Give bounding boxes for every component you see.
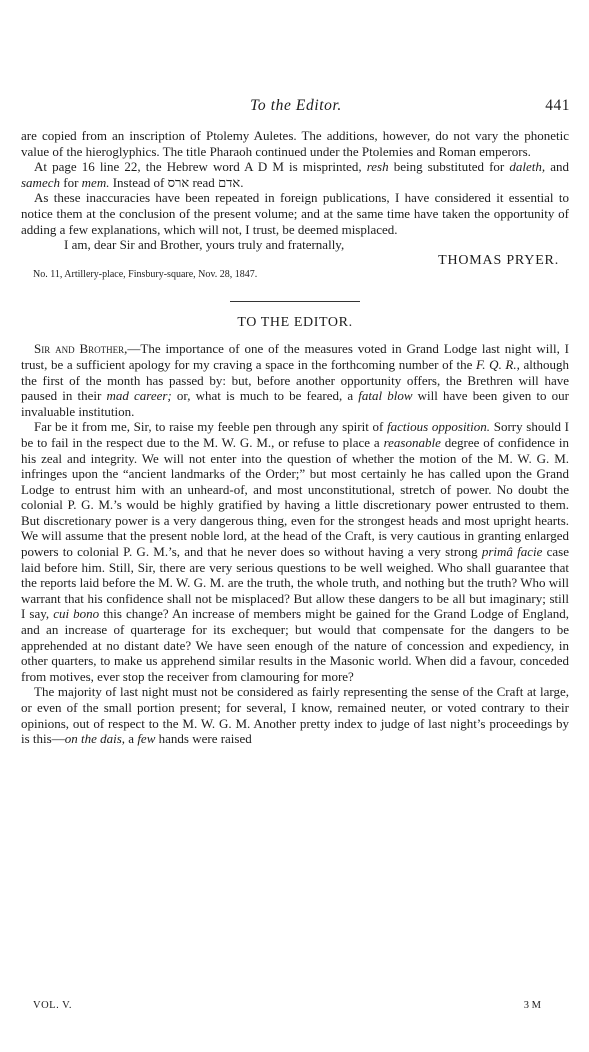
page-number: 441 <box>545 97 570 114</box>
letter2-heading: TO THE EDITOR. <box>237 314 353 330</box>
letter2-paragraph-1: Sir and Brother,—The importance of one of the measures voted in Grand Lodge last night will, I trust, be a sufficient apology for my craving a space in the forthcoming number of the F. Q. R., although the first of the month has passed by: but, before another opportunity offers, the Brethren will have paused in their mad career; or, what is much to be feared, a fatal blow will have been given to our invaluable institution. <box>21 341 570 419</box>
hebrew-word-misprint: ארס <box>167 174 190 190</box>
letter1-signature: THOMAS PRYER. <box>438 252 559 268</box>
volume-label: VOL. V. <box>33 1000 72 1011</box>
running-head <box>22 97 570 117</box>
signature-mark: 3 M <box>523 1000 541 1011</box>
section-divider <box>230 301 360 302</box>
letter2-paragraph-3: The majority of last night must not be considered as fairly representing the sense of the Craft at large, or even of the small portion present; for several, I know, remained neuter, or voted contrary to their opinions, out of respect to the M. W. G. M. Another pretty index to judge of last night’s proceedings by is this—on the dais, a few hands were raised <box>21 684 569 747</box>
salutation: Sir and Brother, <box>34 341 128 357</box>
letter2-paragraph-2: Far be it from me, Sir, to raise my feeble pen through any spirit of factious opposition. Sorry should I be to fail in the respect due to the M. W. G. M., or refuse to place a reasonable degree of confidence in his zeal and integrity. We will not enter into the question of whether the motion of the M. W. G. M. infringes upon the “ancient landmarks of the Order;” but most certainly he has called upon the Grand Lodge to entrust him with an unheard-of, and most unconstitutional, stretch of power. No doubt the colonial P. G. M.’s would be highly gratified by having a little discretionary power entrusted to them. But discretionary power is a very dangerous thing, even for the strongest heads and most upright hearts. We will assume that the present noble lord, at the head of the Craft, is very cautious in granting enlarged powers to colonial P. G. M.’s, and that he never does so without having a very strong primâ facie case laid before him. Still, Sir, there are very serious questions to be well weighed. Who shall guarantee that the reports laid before the M. W. G. M. are the truth, the whole truth, and nothing but the truth? Who will warrant that his confidence shall not be misplaced? But allow these dangers to be all but imaginary; still I say, cui bono this change? An increase of members might be gained for the Grand Lodge of England, and an increase of quarterage for its exchequer; but would that compensate for the dangers to be apprehended at no distant date? We have seen enough of the nature of concession and expediency, in other quarters, to make us apprehend similar results in the Masonic world. When did a favour, conceded from motives, ever stop the receiver from clamouring for more? <box>21 419 569 684</box>
letter1-address: No. 11, Artillery-place, Finsbury-square, Nov. 28, 1847. <box>33 268 258 280</box>
page-footer <box>33 1000 541 1014</box>
hebrew-word-correct: אדם <box>218 174 241 190</box>
page-body <box>21 128 569 747</box>
letter1-closing: I am, dear Sir and Brother, yours truly and fraternally, <box>64 237 345 253</box>
letter1-paragraph-3: As these inaccuracies have been repeated in foreign publications, I have considered it essential to notice them at the conclusion of the present volume; and at the same time have taken the opportunity of adding a few explanations, which will not, I trust, be deemed misplaced. <box>21 190 569 237</box>
running-title: To the Editor. <box>250 97 342 114</box>
letter1-paragraph-2: At page 16 line 22, the Hebrew word A D M is misprinted, resh being substituted for daleth, and samech for mem. Instead of ארס read אדם. <box>21 159 569 190</box>
letter1-paragraph-1: are copied from an inscription of Ptolemy Auletes. The additions, however, do not vary the phonetic value of the hieroglyphics. The title Pharaoh continued under the Ptolemies and Roman emperors. <box>21 128 569 159</box>
